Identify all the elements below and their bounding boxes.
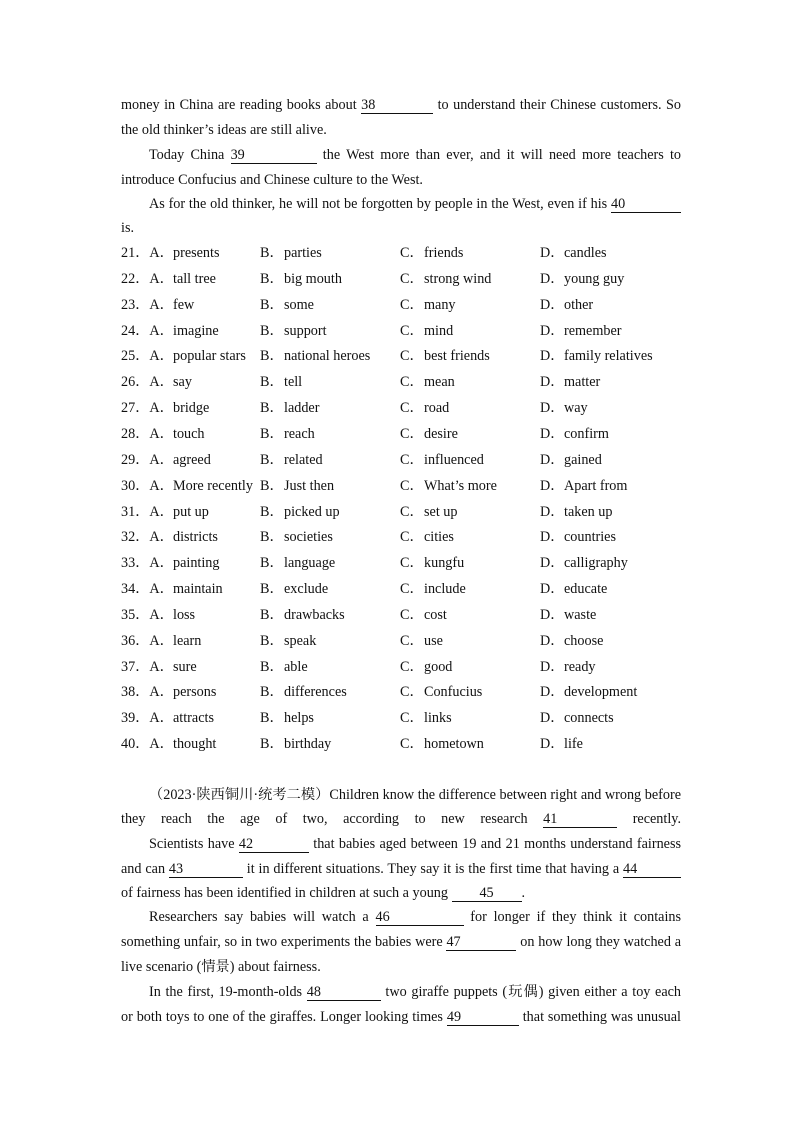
question-number: 37．A．: [121, 658, 174, 675]
option-c: influenced: [424, 451, 484, 468]
option-row: [121, 424, 681, 444]
option-row: [121, 295, 681, 315]
option-a: persons: [173, 684, 217, 701]
option-a: few: [173, 296, 195, 313]
blank-49: 49: [447, 1009, 519, 1026]
option-c-letter: C．: [400, 425, 424, 442]
option-row: [121, 269, 681, 289]
option-d: waste: [564, 606, 597, 623]
text: or both toys to one of the giraffes. Longer looking times: [121, 1009, 443, 1025]
option-c: include: [424, 581, 466, 598]
option-a: popular stars: [173, 348, 246, 365]
blank-39: 39: [231, 147, 317, 164]
option-b: exclude: [284, 581, 329, 598]
option-d-letter: D．: [540, 710, 565, 727]
text: the West more than ever, and it will need more teachers to: [322, 147, 682, 163]
text: something unfair, so in two experiments the babies were: [121, 934, 443, 950]
text: recently.: [632, 811, 681, 827]
option-row: [121, 243, 681, 263]
option-b-letter: B．: [260, 322, 284, 339]
option-a: learn: [173, 632, 202, 649]
text: and can: [121, 861, 166, 877]
option-c-letter: C．: [400, 348, 424, 365]
option-d-letter: D．: [540, 451, 565, 468]
option-b: reach: [284, 425, 315, 442]
question-number: 36．A．: [121, 632, 174, 649]
passage-line: the old thinker’s ideas are still alive.: [121, 122, 327, 138]
option-d-letter: D．: [540, 529, 565, 546]
option-b-letter: B．: [260, 477, 284, 494]
option-b: tell: [284, 374, 303, 391]
passage-line: [149, 907, 681, 927]
option-d: Apart from: [564, 477, 628, 494]
option-b-letter: B．: [260, 374, 284, 391]
passage-line: [149, 145, 681, 165]
option-b: able: [284, 658, 308, 675]
option-a: put up: [173, 503, 209, 520]
option-row: [121, 398, 681, 418]
option-d: family relatives: [564, 348, 653, 365]
option-b-letter: B．: [260, 736, 284, 753]
option-c-letter: C．: [400, 270, 424, 287]
option-c: friends: [424, 245, 464, 261]
option-d-letter: D．: [540, 581, 565, 598]
option-c: cities: [424, 529, 454, 546]
option-a: painting: [173, 555, 220, 572]
option-c: good: [424, 658, 453, 675]
option-d: taken up: [564, 503, 613, 520]
option-c: mean: [424, 374, 455, 391]
option-d-letter: D．: [540, 658, 565, 675]
option-b: drawbacks: [284, 606, 345, 623]
option-row: [121, 631, 681, 651]
option-d-letter: D．: [540, 503, 565, 520]
question-number: 23．A．: [121, 296, 174, 313]
option-b-letter: B．: [260, 555, 284, 572]
option-d-letter: D．: [540, 270, 565, 287]
option-b-letter: B．: [260, 400, 284, 417]
option-d-letter: D．: [540, 606, 565, 623]
question-number: 32．A．: [121, 529, 174, 546]
option-d: way: [564, 400, 588, 417]
text: to understand their Chinese customers. So: [437, 97, 682, 113]
option-c-letter: C．: [400, 529, 424, 546]
option-c: road: [424, 400, 450, 417]
option-d-letter: D．: [540, 296, 565, 313]
text: Today China: [149, 147, 225, 163]
option-b-letter: B．: [260, 245, 284, 261]
option-c: strong wind: [424, 270, 492, 287]
option-row: [121, 346, 681, 366]
question-number: 39．A．: [121, 710, 174, 727]
option-d: life: [564, 736, 583, 753]
option-b: national heroes: [284, 348, 371, 365]
option-c: use: [424, 632, 443, 649]
passage-line: [121, 883, 681, 903]
blank-48: 48: [307, 984, 381, 1001]
text: on how long they watched a: [520, 934, 682, 950]
text: for longer if they think it contains: [470, 909, 682, 925]
blank-47: 47: [446, 934, 516, 951]
option-a: say: [173, 374, 192, 391]
option-b: parties: [284, 245, 322, 261]
passage-line: introduce Confucius and Chinese culture to the West.: [121, 172, 423, 188]
option-d-letter: D．: [540, 477, 565, 494]
option-d: ready: [564, 658, 596, 675]
option-b: language: [284, 555, 336, 572]
option-d-letter: D．: [540, 736, 565, 753]
option-row: [121, 579, 681, 599]
question-number: 29．A．: [121, 451, 174, 468]
option-d: candles: [564, 245, 607, 261]
question-number: 38．A．: [121, 684, 174, 701]
option-d-letter: D．: [540, 245, 565, 261]
text: two giraffe puppets (玩偶) given either a toy each: [385, 984, 682, 1000]
text: （2023·陕西铜川·统考二模）Children know the difference between right and wrong before: [149, 787, 681, 803]
option-a: sure: [173, 658, 197, 675]
option-row: [121, 708, 681, 728]
option-b-letter: B．: [260, 529, 284, 546]
option-d: countries: [564, 529, 617, 546]
question-number: 40．A．: [121, 736, 174, 753]
option-c-letter: C．: [400, 555, 424, 572]
option-c-letter: C．: [400, 400, 424, 417]
passage-line: [121, 859, 681, 879]
question-number: 33．A．: [121, 555, 174, 572]
option-c: hometown: [424, 736, 484, 753]
option-d-letter: D．: [540, 400, 565, 417]
blank-44: 44: [623, 861, 681, 878]
text: that babies aged between 19 and 21 months understand fairness: [313, 836, 682, 852]
option-c-letter: C．: [400, 374, 424, 391]
passage-line: [121, 809, 681, 829]
option-b: differences: [284, 684, 347, 701]
text: that something was unusual: [522, 1009, 681, 1025]
option-a: loss: [173, 606, 196, 623]
passage-line: [149, 785, 681, 805]
blank-43: 43: [169, 861, 243, 878]
option-c: best friends: [424, 348, 490, 365]
option-c-letter: C．: [400, 322, 424, 339]
option-d: calligraphy: [564, 555, 628, 572]
question-number: 21．A．: [121, 245, 174, 261]
option-b-letter: B．: [260, 296, 284, 313]
option-row: [121, 657, 681, 677]
option-b: some: [284, 296, 314, 313]
option-b-letter: B．: [260, 270, 284, 287]
passage-line: live scenario (情景) about fairness.: [121, 959, 321, 975]
option-b: ladder: [284, 400, 320, 417]
option-a: thought: [173, 736, 217, 753]
option-c-letter: C．: [400, 632, 424, 649]
option-d-letter: D．: [540, 632, 565, 649]
option-row: [121, 321, 681, 341]
blank-41: 41: [543, 811, 617, 828]
option-c-letter: C．: [400, 245, 424, 261]
option-b: big mouth: [284, 270, 342, 287]
question-number: 30．A．: [121, 477, 174, 494]
blank-38: 38: [361, 97, 433, 114]
option-c: links: [424, 710, 452, 727]
question-number: 34．A．: [121, 581, 174, 598]
option-b-letter: B．: [260, 606, 284, 623]
option-d-letter: D．: [540, 322, 565, 339]
option-d-letter: D．: [540, 348, 565, 365]
option-b-letter: B．: [260, 710, 284, 727]
option-d-letter: D．: [540, 425, 565, 442]
option-c: desire: [424, 425, 458, 442]
text: it in different situations. They say it is the first time that having a: [246, 861, 620, 877]
option-d: choose: [564, 632, 604, 649]
option-b-letter: B．: [260, 684, 284, 701]
option-c-letter: C．: [400, 296, 424, 313]
option-b: helps: [284, 710, 314, 727]
option-c: Confucius: [424, 684, 483, 701]
passage-line: [121, 1007, 681, 1027]
passage-line: [149, 834, 681, 854]
option-row: [121, 682, 681, 702]
option-a: touch: [173, 425, 205, 442]
passage-line: [121, 932, 681, 952]
option-row: [121, 527, 681, 547]
option-c: many: [424, 296, 456, 313]
question-number: 22．A．: [121, 270, 174, 287]
option-row: [121, 372, 681, 392]
option-d-letter: D．: [540, 374, 565, 391]
option-row: [121, 734, 681, 754]
question-number: 24．A．: [121, 322, 174, 339]
option-b-letter: B．: [260, 503, 284, 520]
option-a: tall tree: [173, 270, 216, 287]
option-a: agreed: [173, 451, 211, 468]
passage-line: [121, 95, 681, 115]
option-a: presents: [173, 245, 220, 261]
option-row: [121, 605, 681, 625]
option-c-letter: C．: [400, 451, 424, 468]
option-d: gained: [564, 451, 602, 468]
blank-40: 40: [611, 196, 681, 213]
option-d-letter: D．: [540, 684, 565, 701]
option-b: support: [284, 322, 327, 339]
text: they reach the age of two, according to new research: [121, 811, 528, 827]
question-number: 31．A．: [121, 503, 174, 520]
option-c: kungfu: [424, 555, 465, 572]
option-b: related: [284, 451, 323, 468]
option-b-letter: B．: [260, 658, 284, 675]
option-b-letter: B．: [260, 348, 284, 365]
option-c-letter: C．: [400, 477, 424, 494]
passage-line: [149, 194, 681, 214]
option-c-letter: C．: [400, 658, 424, 675]
option-a: bridge: [173, 400, 210, 417]
option-d: matter: [564, 374, 601, 391]
option-d: other: [564, 296, 594, 313]
option-b-letter: B．: [260, 632, 284, 649]
option-b: Just then: [284, 477, 335, 494]
text: In the first, 19-month-olds: [149, 984, 303, 1000]
blank-45: 45: [452, 885, 522, 902]
option-c-letter: C．: [400, 581, 424, 598]
passage-line: [149, 982, 681, 1002]
option-d: confirm: [564, 425, 609, 442]
option-d: development: [564, 684, 638, 701]
option-d-letter: D．: [540, 555, 565, 572]
option-c: set up: [424, 503, 458, 520]
question-number: 35．A．: [121, 606, 174, 623]
question-number: 28．A．: [121, 425, 174, 442]
option-row: [121, 553, 681, 573]
text: .: [521, 885, 526, 901]
question-number: 25．A．: [121, 348, 174, 365]
blank-42: 42: [239, 836, 309, 853]
option-d: remember: [564, 322, 622, 339]
blank-46: 46: [376, 909, 464, 926]
option-b-letter: B．: [260, 451, 284, 468]
option-a: maintain: [173, 581, 223, 598]
option-a: imagine: [173, 322, 219, 339]
text: money in China are reading books about: [121, 97, 357, 113]
question-number: 26．A．: [121, 374, 174, 391]
option-d: young guy: [564, 270, 625, 287]
option-b: picked up: [284, 503, 340, 520]
option-c-letter: C．: [400, 503, 424, 520]
option-c: cost: [424, 606, 447, 623]
text: As for the old thinker, he will not be forgotten by people in the West, even if his: [149, 196, 608, 212]
option-b: birthday: [284, 736, 332, 753]
option-b-letter: B．: [260, 581, 284, 598]
text: of fairness has been identified in children at such a young: [121, 885, 448, 901]
option-b-letter: B．: [260, 425, 284, 442]
option-row: [121, 450, 681, 470]
option-c-letter: C．: [400, 684, 424, 701]
option-a: districts: [173, 529, 218, 546]
passage-line: is.: [121, 220, 135, 236]
option-c-letter: C．: [400, 736, 424, 753]
option-a: More recently: [173, 477, 253, 494]
option-a: attracts: [173, 710, 214, 727]
option-d: educate: [564, 581, 608, 598]
option-c: What’s more: [424, 477, 497, 494]
option-c: mind: [424, 322, 454, 339]
option-row: [121, 476, 681, 496]
option-b: speak: [284, 632, 317, 649]
option-d: connects: [564, 710, 614, 727]
question-number: 27．A．: [121, 400, 174, 417]
text: Researchers say babies will watch a: [149, 909, 369, 925]
text: Scientists have: [149, 836, 235, 852]
option-c-letter: C．: [400, 606, 424, 623]
option-b: societies: [284, 529, 333, 546]
option-row: [121, 502, 681, 522]
option-c-letter: C．: [400, 710, 424, 727]
